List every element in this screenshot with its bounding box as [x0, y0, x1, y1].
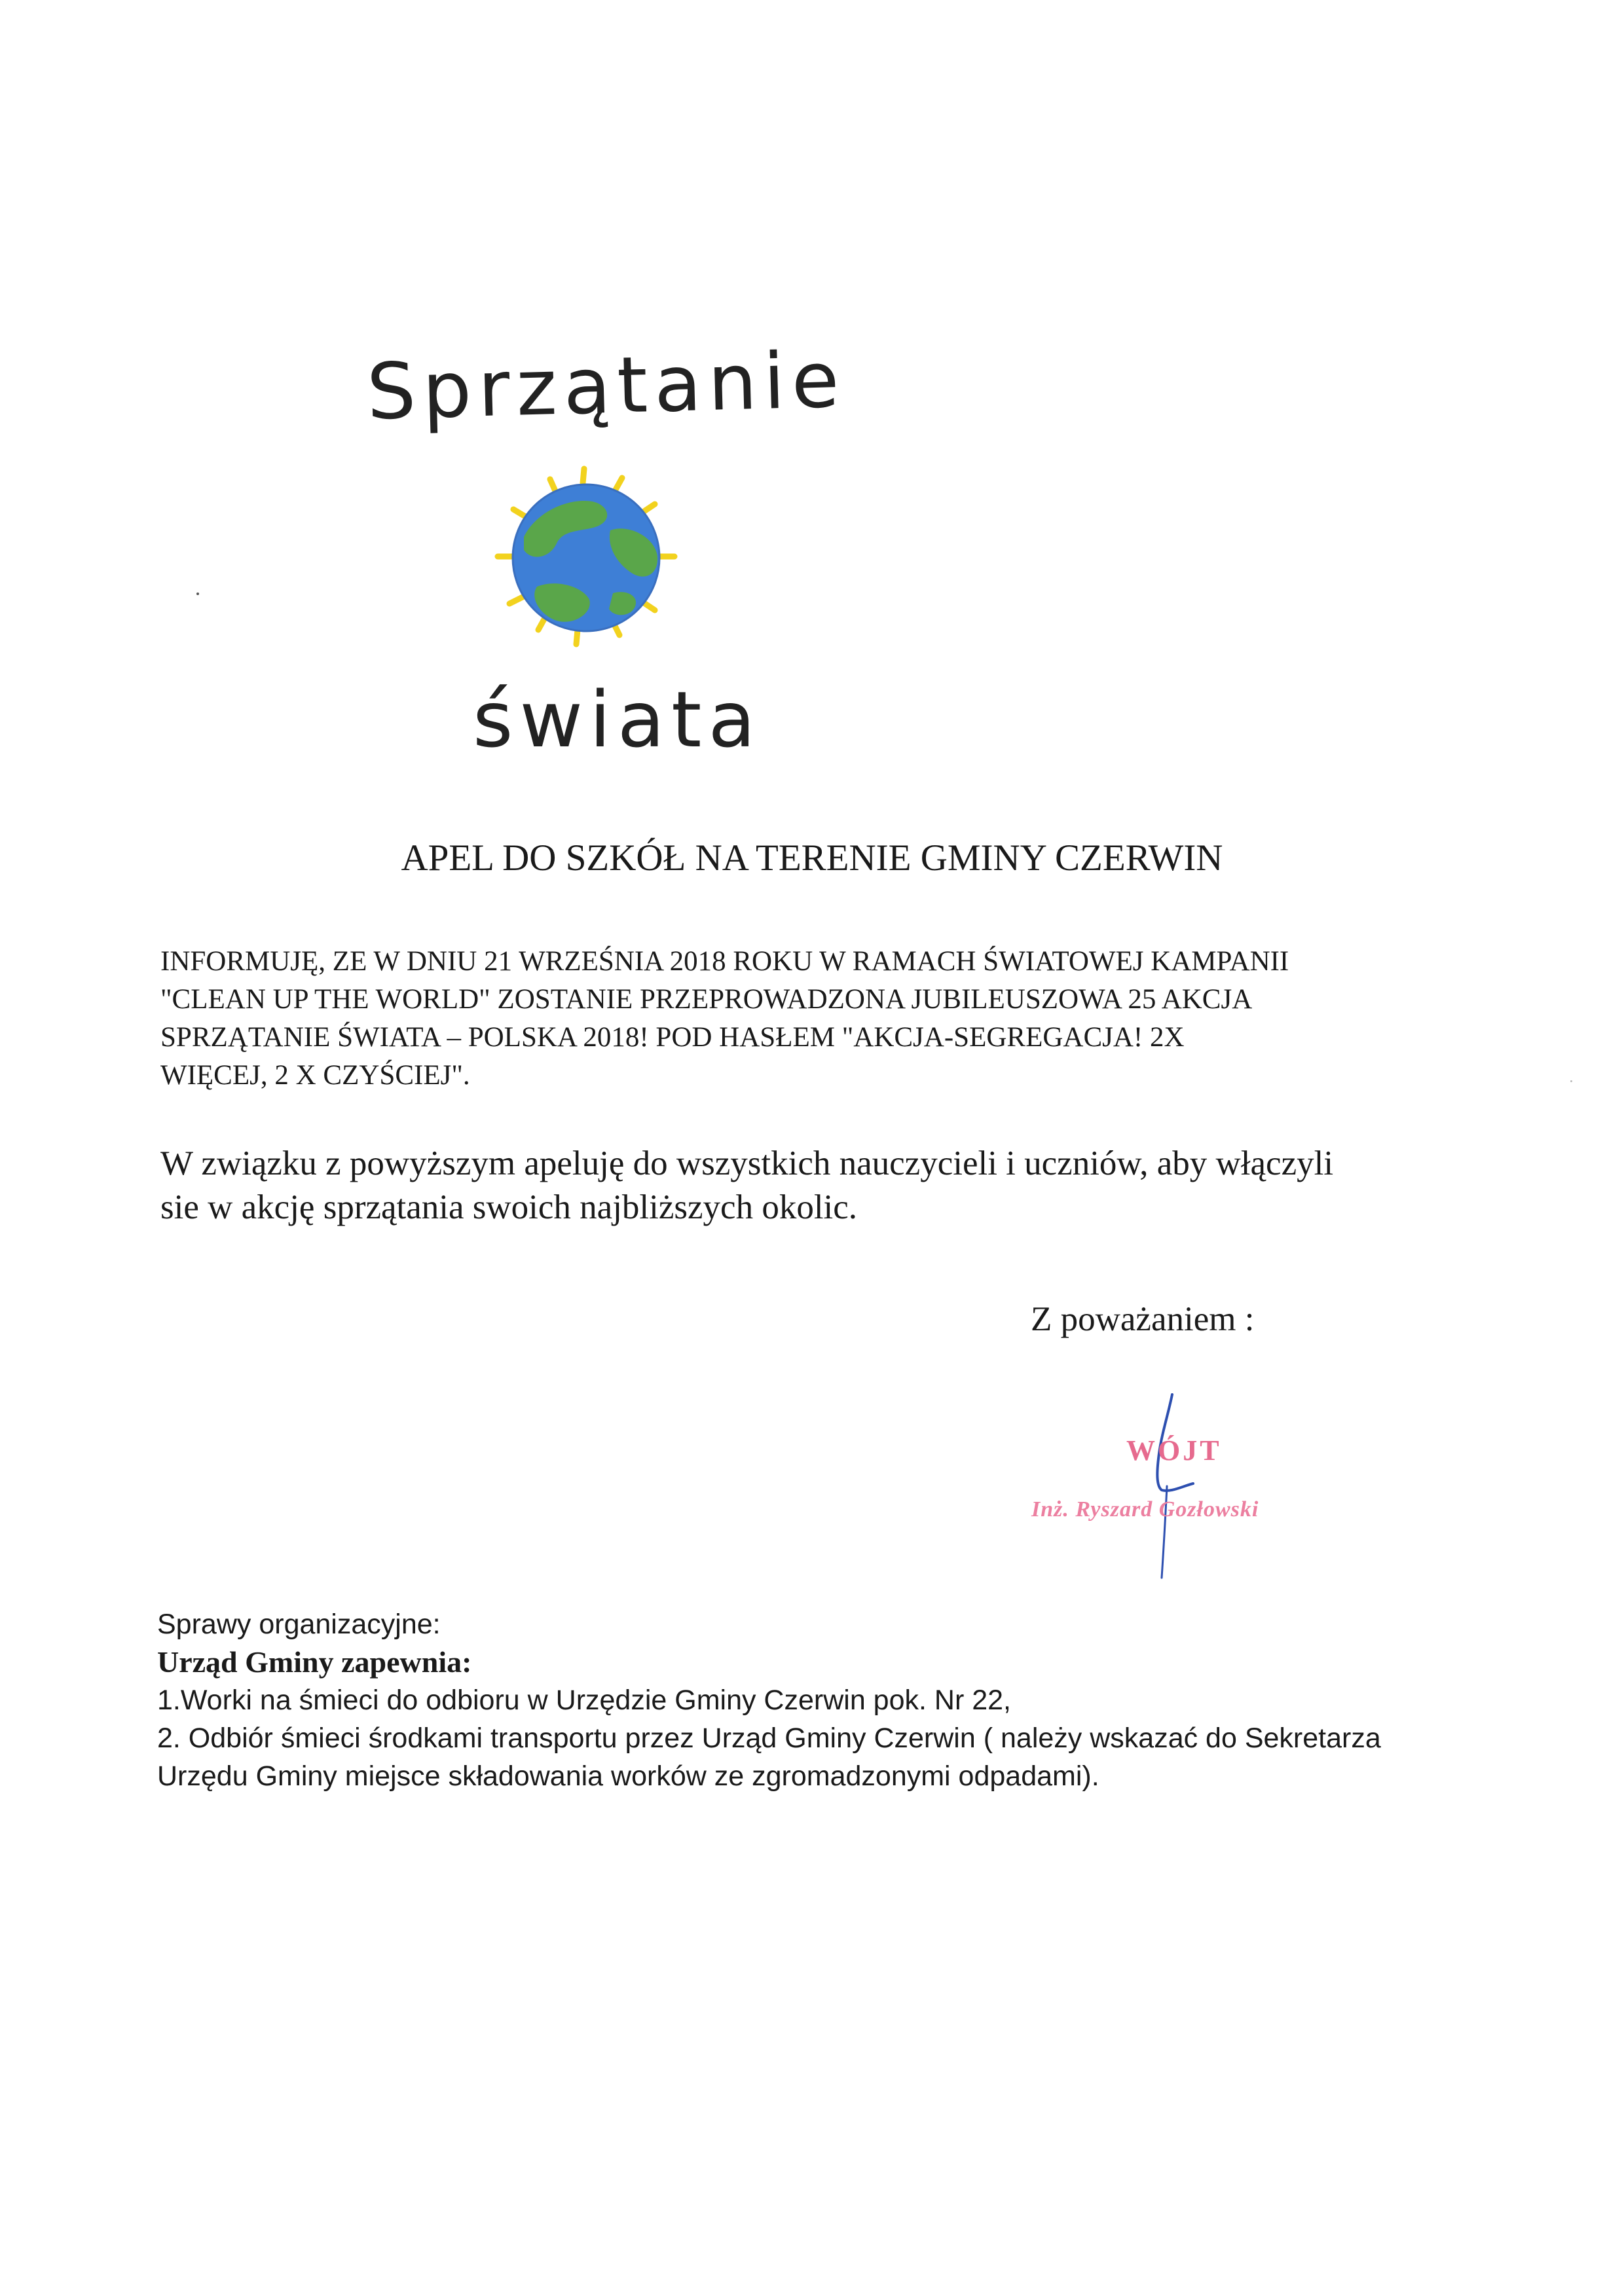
organization-line: 1.Worki na śmieci do odbioru w Urzędzie Gminy Czerwin pok. Nr 22,	[157, 1685, 1012, 1716]
announcement-line: "CLEAN UP THE WORLD" ZOSTANIE PRZEPROWADZONA JUBILEUSZOWA 25 AKCJA	[160, 984, 1253, 1015]
scan-speck	[1570, 1080, 1572, 1082]
signature-stroke	[1022, 1388, 1323, 1584]
stamp-name: Inż. Ryszard Gozłowski	[1031, 1497, 1259, 1522]
appeal-line: W związku z powyższym apeluję do wszystkich nauczycieli i uczniów, aby włączyli	[160, 1144, 1334, 1182]
logo-bottom-word: świata	[473, 674, 762, 765]
appeal-line: sie w akcję sprzątania swoich najbliższych okolic.	[160, 1188, 858, 1226]
stamp-title: WÓJT	[1126, 1434, 1222, 1467]
announcement-line: INFORMUJĘ, ZE W DNIU 21 WRZEŚNIA 2018 ROKU W RAMACH ŚWIATOWEJ KAMPANII	[160, 946, 1289, 977]
organization-line: 2. Odbiór śmieci środkami transportu przez Urząd Gminy Czerwin ( należy wskazać do Sekretarza	[157, 1722, 1381, 1754]
appeal-paragraph	[160, 1142, 1522, 1230]
announcement-line: SPRZĄTANIE ŚWIATA – POLSKA 2018! POD HASŁEM "AKCJA-SEGREGACJA! 2X	[160, 1022, 1185, 1053]
organization-line: Urzędu Gminy miejsce składowania worków ze zgromadzonymi odpadami).	[157, 1760, 1099, 1792]
scan-speck	[196, 592, 199, 595]
globe-sun-icon	[458, 458, 707, 655]
announcement	[160, 943, 1470, 1095]
announcement-line: WIĘCEJ, 2 X CZYŚCIEJ".	[160, 1060, 470, 1091]
organization-section	[157, 1605, 1532, 1795]
handwritten-signature	[1022, 1388, 1323, 1584]
logo-top-word: Sprzątanie	[365, 334, 847, 437]
page-title: APEL DO SZKÓŁ NA TERENIE GMINY CZERWIN	[401, 837, 1223, 879]
closing-salutation: Z poważaniem :	[1031, 1300, 1255, 1338]
globe-sun-graphic	[458, 458, 707, 655]
organization-heading: Sprawy organizacyjne:	[157, 1609, 441, 1640]
organization-subheading: Urząd Gminy zapewnia:	[157, 1645, 472, 1679]
